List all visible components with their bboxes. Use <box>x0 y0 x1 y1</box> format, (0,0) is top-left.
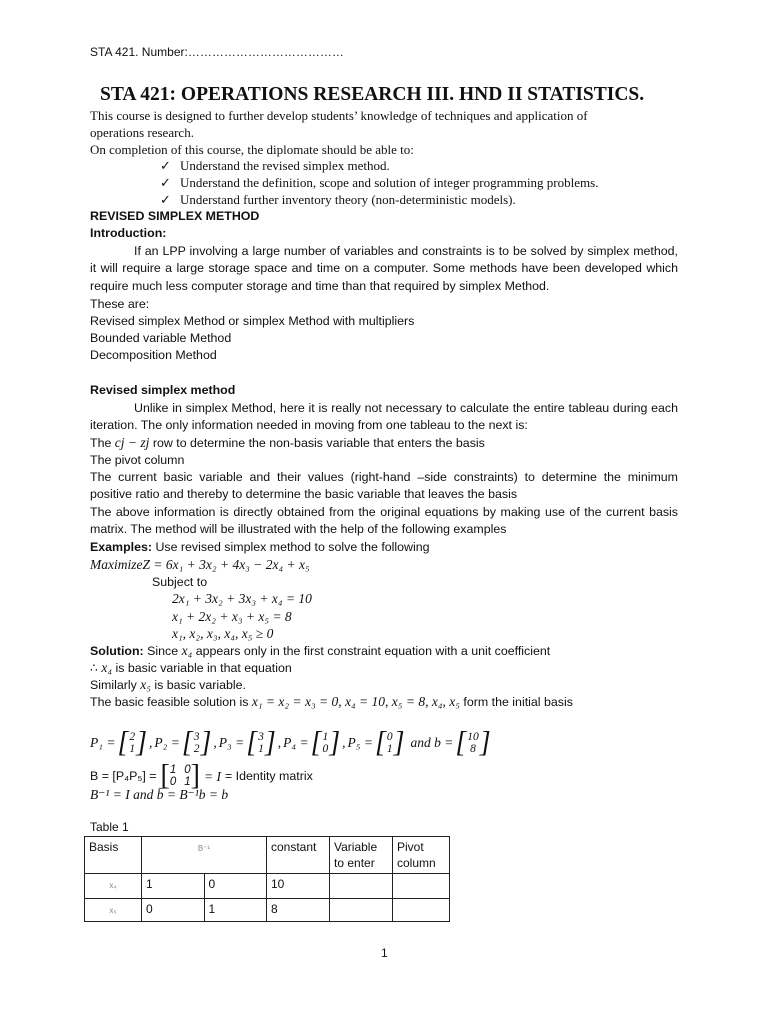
completion-statement: On completion of this course, the diplomate should be able to: <box>90 142 414 157</box>
vector-entry: 2 <box>193 743 200 755</box>
table-row <box>85 899 450 922</box>
inverse-line: B⁻¹ = I and b̄ = B⁻¹b = b <box>90 787 229 802</box>
cj-suffix: row to determine the non-basis variable that enters the basis <box>152 436 485 450</box>
separator: , <box>342 735 346 750</box>
separator: , <box>149 735 153 750</box>
vector-label: P₂ = <box>154 735 180 750</box>
solution-var: x₅ <box>140 677 151 692</box>
vector-label: and b = <box>410 735 454 750</box>
binverse-cell: 0 <box>142 899 205 922</box>
subject-to-label: Subject to <box>152 575 208 589</box>
separator: , <box>213 735 217 750</box>
vector-entry: 0 <box>322 743 329 755</box>
solution-var: x₄ <box>181 643 193 658</box>
objective-item <box>160 158 390 174</box>
solution-label: Solution: <box>90 644 144 658</box>
cj-zj-line <box>90 434 485 452</box>
column-vector: [ 0 1 ] <box>374 726 405 759</box>
solution-text: is basic variable in that equation <box>112 661 292 675</box>
cj-prefix: The <box>90 436 115 450</box>
vector-label: P₃ = <box>218 735 245 750</box>
constant-cell: 10 <box>267 874 330 899</box>
header-text: column <box>397 856 436 870</box>
revised-paragraph-2: The current basic variable and their values (right-hand –side constraints) to determine the minimum positive ratio and thereby to determine the basic variable that leaves the basis <box>90 470 678 502</box>
table-caption: Table 1 <box>90 820 129 834</box>
solution-text: The basic feasible solution is <box>90 695 252 709</box>
variable-to-enter-cell <box>330 899 393 922</box>
table-1 <box>84 836 450 922</box>
vector-entry: 3 <box>258 731 264 743</box>
solution-text: appears only in the first constraint equation with a unit coefficient <box>192 644 551 658</box>
cj-zj-math: cj − zj <box>114 435 150 450</box>
check-icon: ✓ <box>160 175 171 190</box>
check-icon: ✓ <box>160 192 171 207</box>
column-vector: [ 3 2 ] <box>181 726 212 759</box>
revised-simplex-heading: Revised simplex method <box>90 383 236 397</box>
constraint-2: x₁ + 2x₂ + x₃ + x₅ = 8 <box>172 609 292 624</box>
header-constant: constant <box>267 837 330 874</box>
pivot-column-line: The pivot column <box>90 453 185 467</box>
identity-text: = Identity matrix <box>224 768 313 783</box>
solution-var: x₄ <box>101 660 113 675</box>
nonnegativity-constraint: x₁, x₂, x₃, x₄, x₅ ≥ 0 <box>172 626 274 641</box>
vector-entry: 3 <box>193 731 200 743</box>
header-binverse <box>142 837 267 874</box>
pivot-column-cell <box>393 899 450 922</box>
vector-entry: 2 <box>129 731 136 743</box>
objective-text: Understand the definition, scope and solution of integer programming problems. <box>180 175 599 190</box>
example-label: Examples: <box>90 540 152 554</box>
vector-label: P₅ = <box>347 735 373 750</box>
vector-entry: 1 <box>386 743 393 755</box>
method-item: Revised simplex Method or simplex Method with multipliers <box>90 314 415 328</box>
matrix-entry: 0 <box>184 764 191 776</box>
vector-entry: 8 <box>470 743 476 755</box>
objective-text: Understand the revised simplex method. <box>180 158 390 173</box>
matrix-entry: 1 <box>169 764 177 776</box>
method-item: Bounded variable Method <box>90 331 232 345</box>
basis-cell <box>85 874 142 899</box>
basis-var: x₄ <box>109 881 117 890</box>
objective-text: Understand further inventory theory (non-deterministic models). <box>180 192 516 207</box>
method-item: Decomposition Method <box>90 348 217 362</box>
page-title: STA 421: OPERATIONS RESEARCH III. HND II STATISTICS. <box>100 84 645 105</box>
revised-paragraph-3: The above information is directly obtained from the original equations by making use of the current basis matrix. The method will be illustrated with the help of the following examples <box>90 505 678 537</box>
vector-entry: 1 <box>129 743 136 755</box>
vector-entry: 0 <box>386 731 393 743</box>
example-intro <box>90 539 430 556</box>
introduction-paragraph: If an LPP involving a large number of variables and constraints is to be solved by simplex method, it will require a large storage space and time on a computer. Some methods have been developed which require much less computer storage and time than that required by simplex Method. <box>90 244 678 293</box>
solution-text: is basic variable. <box>150 678 246 692</box>
solution-line-4 <box>90 693 573 711</box>
binverse-cell: 1 <box>204 899 267 922</box>
basis-cell <box>85 899 142 922</box>
solution-text: Since <box>147 644 182 658</box>
column-vector: [ 10 8 ] <box>455 726 491 759</box>
basic-feasible-solution-math: x₁ = x₂ = x₃ = 0, x₄ = 10, x₅ = 8, x₄, x₅ <box>251 694 460 709</box>
header-text: Pivot <box>397 840 424 854</box>
objective-function: MaximizeZ = 6x₁ + 3x₂ + 4x₃ − 2x₄ + x₅ <box>90 557 310 572</box>
solution-line-1 <box>90 642 550 660</box>
course-description-line1: This course is designed to further develop students’ knowledge of techniques and application of <box>90 108 588 123</box>
constraint-1: 2x₁ + 3x₂ + 3x₃ + x₄ = 10 <box>172 591 312 606</box>
solution-line-3 <box>90 676 246 694</box>
solution-text: form the initial basis <box>459 695 573 709</box>
solution-text: Similarly <box>90 678 141 692</box>
objective-item <box>160 192 516 208</box>
basis-var: x₅ <box>109 906 117 915</box>
identity-matrix: [ 1 0 0 1 ] <box>160 759 200 792</box>
binverse-cell: 1 <box>142 874 205 899</box>
header-basis: Basis <box>85 837 142 874</box>
vector-entry: 10 <box>467 731 479 743</box>
column-vector: [ 1 0 ] <box>310 726 341 759</box>
these-are-label: These are: <box>90 297 150 311</box>
column-vector: [ 2 1 ] <box>117 726 147 759</box>
vector-entry: 1 <box>322 731 329 743</box>
basis-matrix-label: B = [P₄P₅] = <box>90 768 157 783</box>
revised-paragraph-1: Unlike in simplex Method, here it is really not necessary to calculate the entire tableau during each iteration. The only information needed in moving from one tableau to the next is: <box>90 401 678 433</box>
course-code-line: STA 421. Number:………………………………… <box>90 45 344 59</box>
table-header-row <box>85 837 450 874</box>
header-pivot-column <box>393 837 450 874</box>
header-text: Variable <box>334 840 378 854</box>
variable-to-enter-cell <box>330 874 393 899</box>
binverse-cell: 0 <box>204 874 267 899</box>
vector-definitions <box>90 726 491 759</box>
check-icon: ✓ <box>160 158 171 173</box>
identity-symbol: = I <box>204 768 221 784</box>
therefore-symbol: ∴ <box>90 661 102 675</box>
separator: , <box>277 735 282 750</box>
page-number: 1 <box>381 946 388 960</box>
vector-label: P₄ = <box>283 735 309 750</box>
table-row <box>85 874 450 899</box>
example-text: Use revised simplex method to solve the following <box>155 540 430 554</box>
course-description-line2: operations research. <box>90 125 194 140</box>
vector-label: P₁ = <box>90 735 116 750</box>
pivot-column-cell <box>393 874 450 899</box>
solution-line-2 <box>90 659 292 677</box>
matrix-entry: 0 <box>169 776 177 788</box>
section-heading: REVISED SIMPLEX METHOD <box>90 209 260 223</box>
constant-cell: 8 <box>267 899 330 922</box>
header-variable-to-enter <box>330 837 393 874</box>
matrix-entry: 1 <box>184 776 191 788</box>
column-vector: [ 3 1 ] <box>246 726 276 759</box>
objective-item <box>160 175 598 191</box>
vector-entry: 1 <box>258 743 264 755</box>
introduction-heading: Introduction: <box>90 226 167 240</box>
header-text: to enter <box>334 856 375 870</box>
header-binverse-text: B⁻¹ <box>197 844 211 853</box>
basis-matrix-line <box>90 759 313 792</box>
